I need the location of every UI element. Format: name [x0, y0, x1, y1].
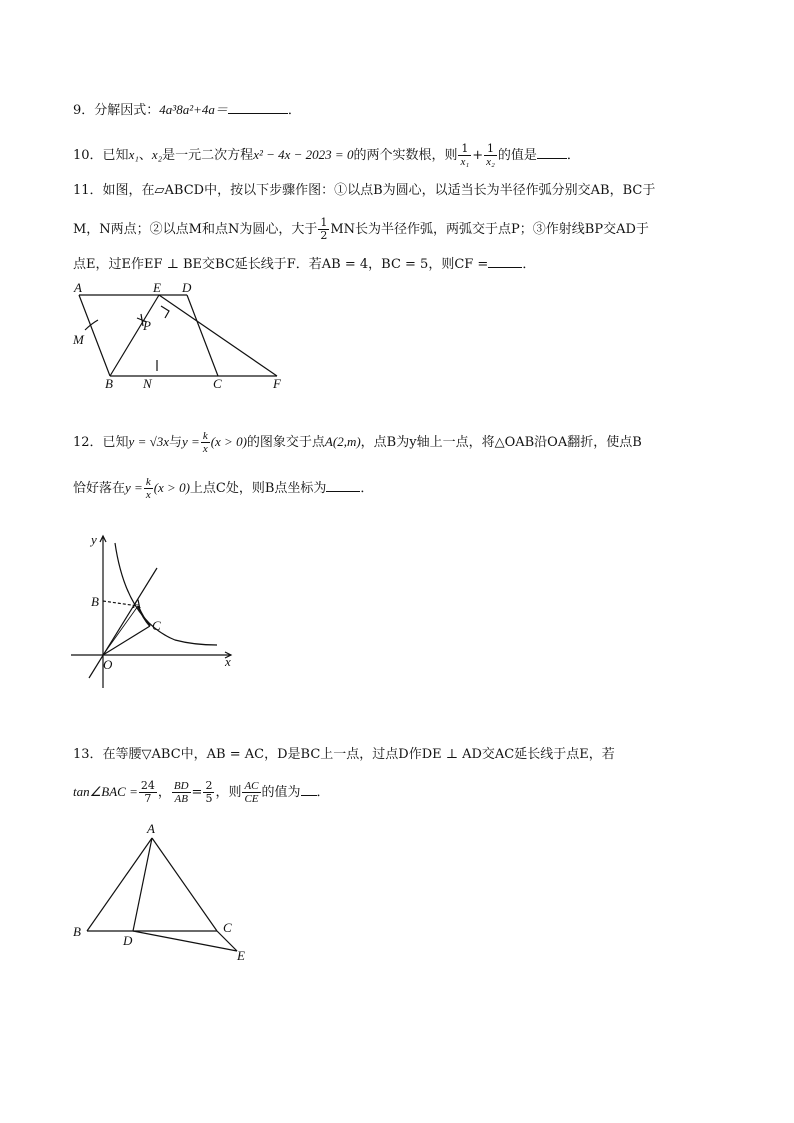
q12-y-eq: y =	[182, 434, 200, 449]
q12-fraction-k-over-x: $\frac{k}{x}$	[202, 430, 208, 455]
q12-text-1d: ，点B为y轴上一点，将△OAB沿OA翻折，使点B	[360, 435, 642, 450]
q12-fraction-k-over-x-2: $\frac{k}{x}$	[145, 476, 151, 501]
q10-plus: +	[472, 148, 484, 163]
label-O: O	[103, 657, 113, 672]
q12-text-2b: 上点C处，则B点坐标为	[189, 481, 327, 496]
label-B: B	[105, 376, 113, 390]
q10-fraction-2: $\frac{1}{\text{x₂}}$	[486, 142, 495, 168]
q12-line-eq: y = √3x	[128, 434, 169, 449]
q10-text-2: 是一元二次方程	[162, 148, 254, 163]
question-12-line-2	[73, 476, 733, 501]
q13-text-1: 13．在等腰▽ABC中，AB = AC，D是BC上一点，过点D作DE ⊥ AD交AC延长线于点E，若	[73, 747, 615, 762]
axis-label-y: y	[91, 532, 97, 547]
label-B: B	[73, 924, 81, 939]
q12-end: ．	[360, 481, 374, 496]
q11-text-2b: MN长为半径作弧，两弧交于点P；③作射线BP交AD于	[330, 222, 649, 237]
label-N: N	[143, 376, 152, 390]
label-E: E	[153, 280, 161, 295]
q10-equation: x² − 4x − 2023 = 0	[253, 147, 354, 162]
label-D: D	[182, 280, 192, 295]
question-13-line-2	[73, 780, 733, 805]
q10-fraction-1: $\frac{1}{\text{x₁}}$	[460, 142, 470, 168]
q13-text-4: 的值为	[261, 785, 301, 800]
question-11-line-2	[73, 217, 733, 242]
q12-text-1b: 与	[169, 435, 183, 450]
label-C: C	[213, 376, 222, 390]
label-F: F	[273, 376, 281, 390]
q13-fraction-bd-ab: $\frac{BD}{AB}$	[173, 780, 189, 805]
question-13-line-1	[73, 745, 733, 765]
q10-number: 10．	[73, 148, 103, 163]
question-11-line-1	[73, 181, 733, 201]
q13-end: ．	[316, 785, 330, 800]
q13-text-3: ，则	[215, 785, 242, 800]
label-D: D	[123, 933, 133, 948]
q12-condition: (x > 0)	[210, 434, 247, 449]
q11-text-3: 点E，过E作EF ⊥ BE交BC延长线于F．若AB = 4，BC = 5，则CF =	[73, 257, 489, 272]
label-C: C	[223, 920, 232, 935]
label-C: C	[152, 618, 161, 633]
q11-text-2a: M，N两点；②以点M和点N为圆心，大于	[73, 222, 318, 237]
q10-text-1: 已知	[102, 148, 129, 163]
q10-sep: 、	[138, 148, 152, 163]
q13-fraction-24-7: $\frac{24}{7}$	[140, 779, 155, 805]
label-A: A	[147, 821, 155, 836]
question-10	[73, 143, 733, 168]
q11-fraction-half: $\frac{1}{2}$	[320, 216, 328, 242]
label-P: P	[143, 318, 151, 333]
q12-point-A: A(2,m)	[324, 434, 361, 449]
q12-text-1c: 的图象交于点	[246, 435, 325, 450]
label-B: B	[91, 594, 99, 609]
question-9	[73, 100, 733, 121]
q13-fraction-ac-ce: $\frac{AC}{CE}$	[244, 780, 259, 805]
q13-equals: =	[191, 785, 203, 800]
q9-number: 9．	[73, 103, 95, 118]
q11-end: ．	[522, 257, 536, 272]
q12-y-eq-2: y =	[125, 480, 143, 495]
q10-text-4: 的值是	[497, 148, 537, 163]
q10-end: ．	[566, 148, 580, 163]
q12-coordinate-figure	[65, 528, 245, 693]
q13-tan: tan∠BAC =	[73, 784, 138, 799]
q9-end: ．	[287, 103, 301, 118]
q11-text-1: 11．如图，在▱ABCD中，按以下步骤作图：①以点B为圆心，以适当长为半径作弧分别交AB，BC于	[73, 183, 656, 198]
q12-text-1a: 12．已知	[73, 435, 129, 450]
label-E: E	[237, 948, 245, 963]
q11-answer-blank[interactable]	[488, 255, 522, 268]
q10-x1: x₁	[128, 147, 139, 162]
question-11-line-3	[73, 255, 733, 275]
q12-text-2a: 恰好落在	[73, 481, 126, 496]
q10-text-3: 的两个实数根，则	[353, 148, 458, 163]
label-A: A	[74, 280, 82, 295]
q13-answer-blank[interactable]	[301, 783, 317, 796]
q13-fraction-2-5: $\frac{2}{5}$	[205, 779, 213, 805]
q12-condition-2: (x > 0)	[153, 480, 190, 495]
axis-label-x: x	[225, 654, 231, 669]
q9-expr: 4a³8a²+4a＝	[159, 102, 228, 117]
q13-comma: ，	[157, 785, 171, 800]
q10-x2: x₂	[151, 147, 163, 162]
q13-triangle-figure	[65, 818, 265, 968]
label-A: A	[133, 596, 141, 611]
q10-answer-blank[interactable]	[537, 146, 567, 159]
q9-text: 分解因式：	[94, 103, 160, 118]
q9-answer-blank[interactable]	[228, 101, 288, 114]
q11-parallelogram-figure	[65, 278, 295, 390]
q12-answer-blank[interactable]	[326, 479, 360, 492]
question-12-line-1	[73, 430, 733, 455]
label-M: M	[73, 332, 84, 347]
